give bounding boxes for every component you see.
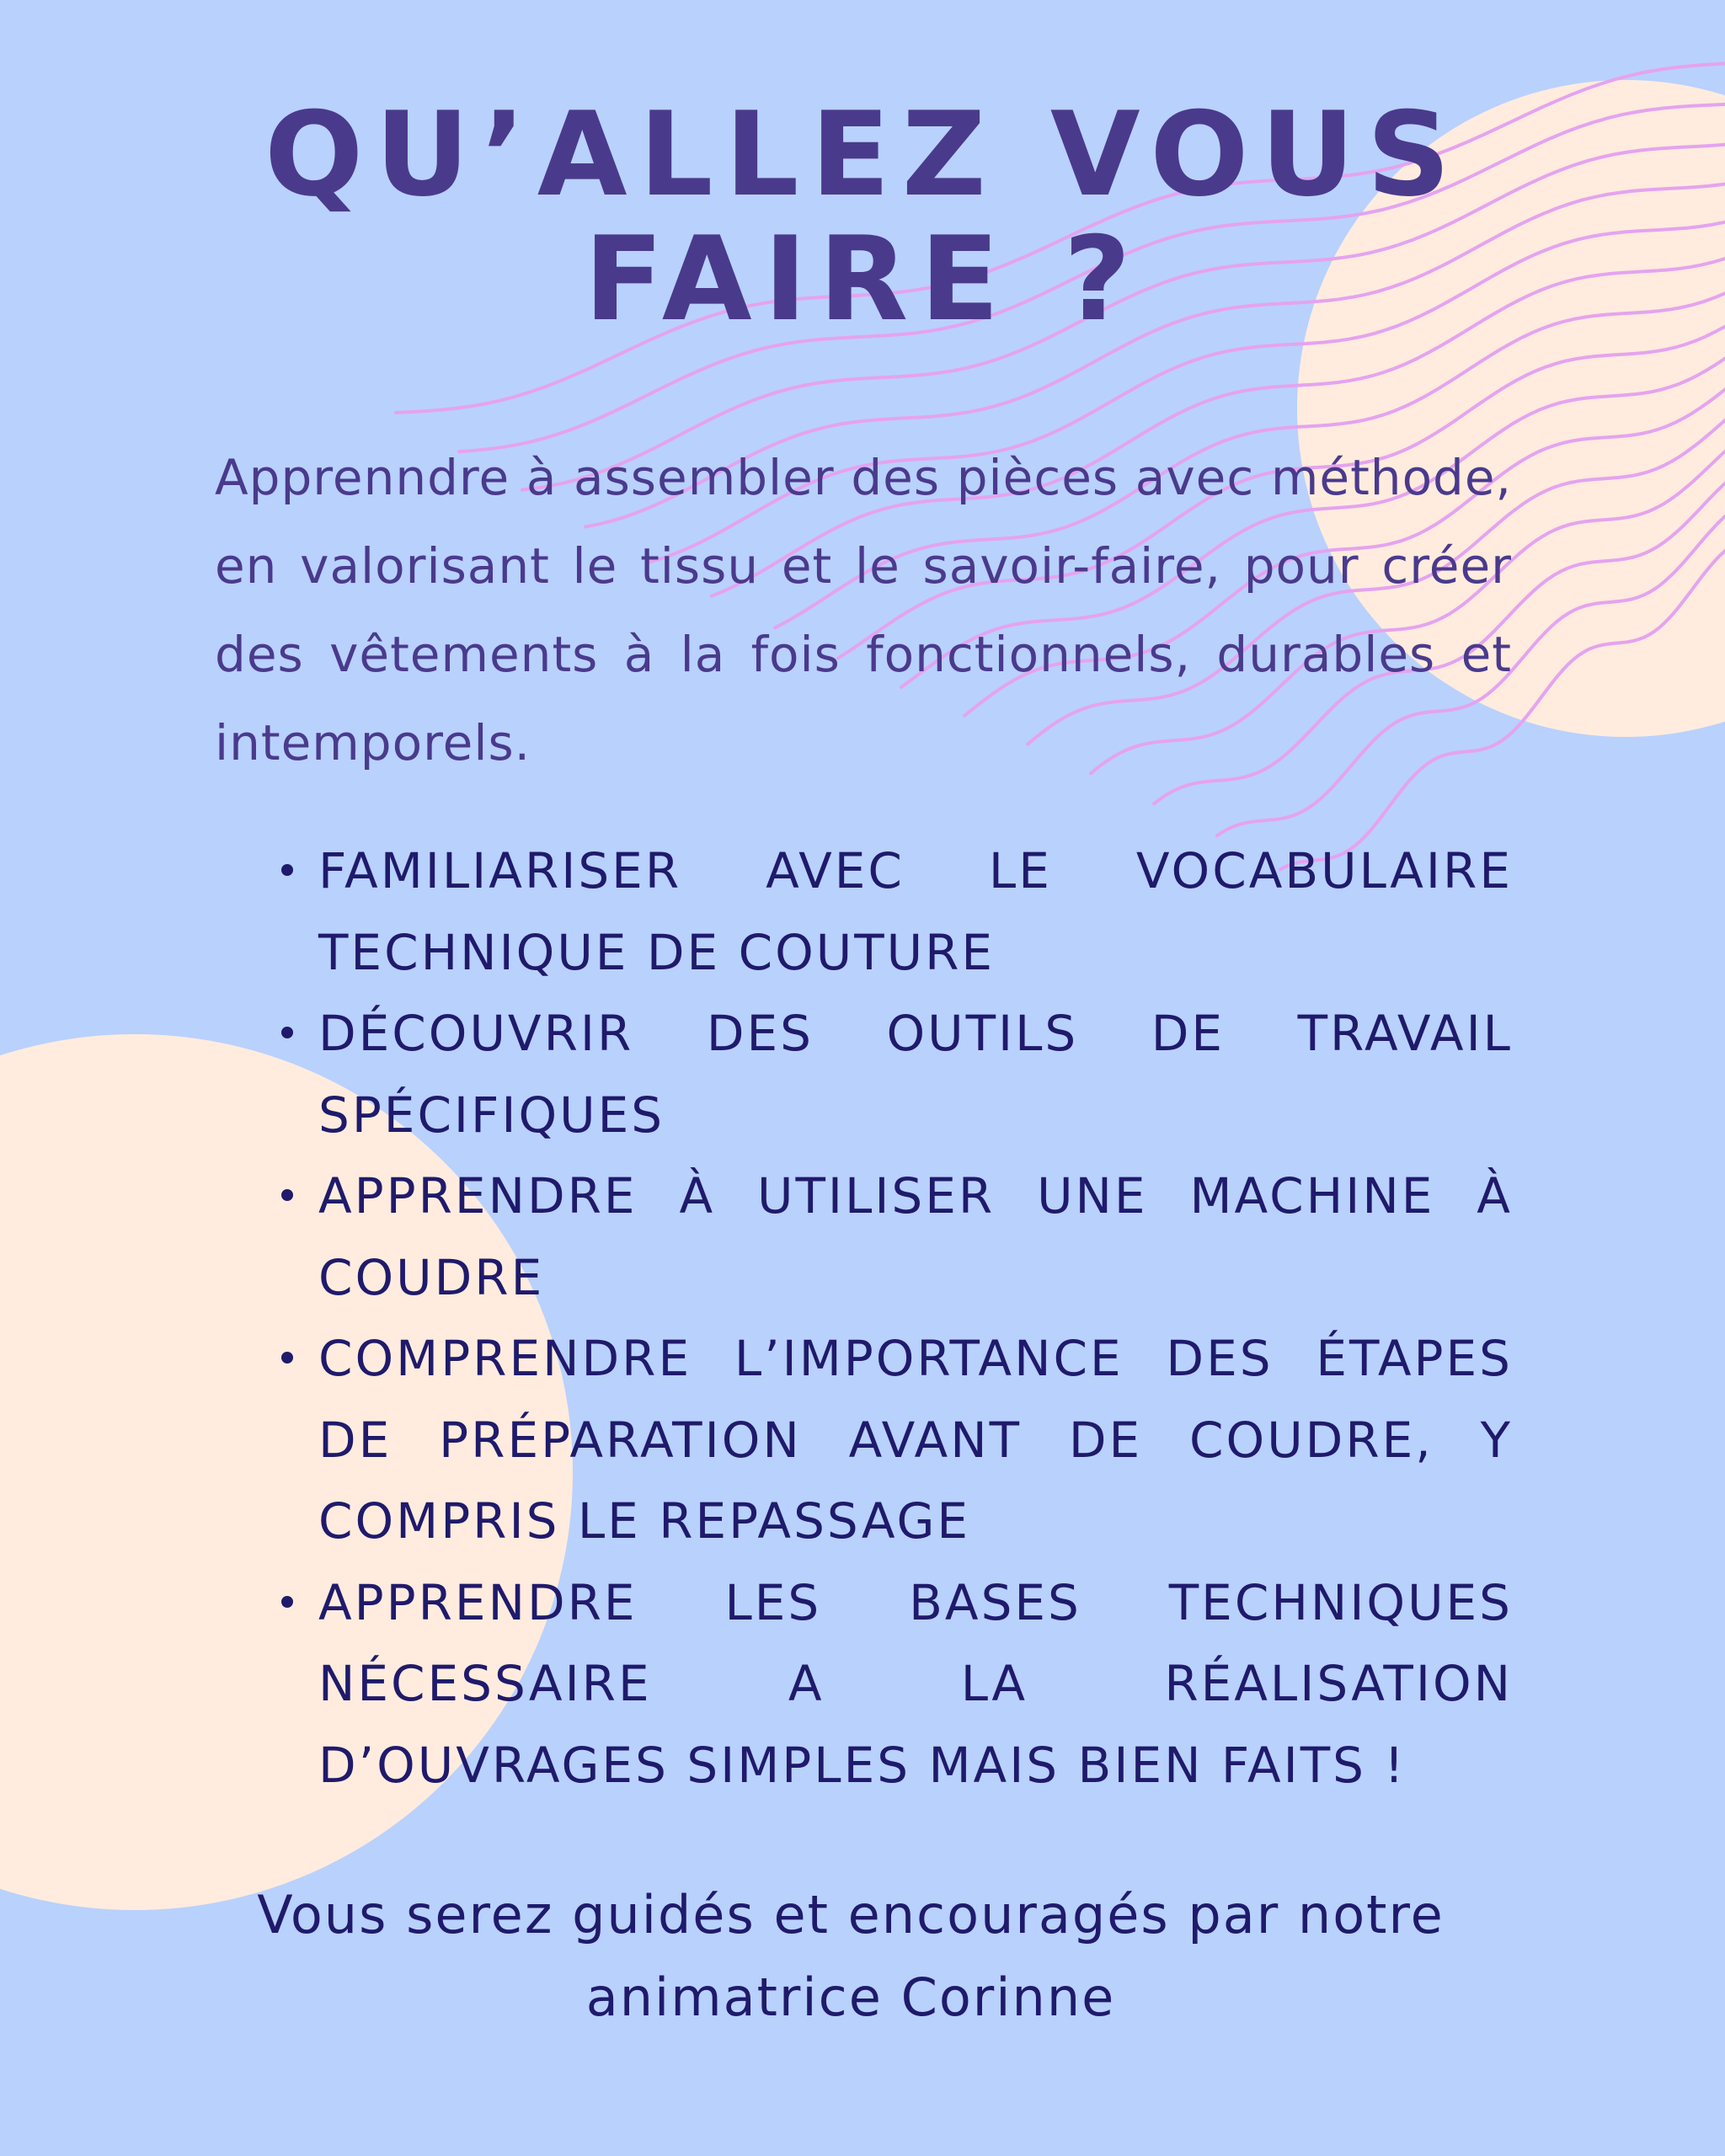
intro-paragraph: Apprenndre à assembler des pièces avec méthode, en valorisant le tissu et le savoir-faire, pour créer des vêtements à la fois fonctionnels, durables et intemporels. <box>215 449 1512 771</box>
bullet-icon <box>281 864 293 876</box>
list-item <box>318 1155 1513 1318</box>
page-title: QU’ALLEZ VOUS FAIRE ? <box>264 87 1462 347</box>
list-item-text: DÉCOUVRIR DES OUTILS DE TRAVAIL SPÉCIFIQUES <box>318 1005 1513 1144</box>
list-item-text: APPRENDRE À UTILISER UNE MACHINE À COUDRE <box>318 1167 1513 1306</box>
list-item <box>318 1562 1513 1806</box>
objectives-list <box>318 830 1513 1806</box>
list-item <box>318 830 1513 993</box>
bullet-icon <box>281 1596 293 1608</box>
list-item <box>318 1318 1513 1562</box>
list-item-text: COMPRENDRE L’IMPORTANCE DES ÉTAPES DE PRÉPARATION AVANT DE COUDRE, Y COMPRIS LE REPASSAGE <box>318 1330 1513 1550</box>
list-item <box>318 993 1513 1155</box>
bullet-icon <box>281 1027 293 1038</box>
bullet-icon <box>281 1352 293 1364</box>
list-item-text: APPRENDRE LES BASES TECHNIQUES NÉCESSAIRE A LA RÉALISATION D’OUVRAGES SIMPLES MAIS BIEN FAITS ! <box>318 1573 1513 1794</box>
list-item-text: FAMILIARISER AVEC LE VOCABULAIRE TECHNIQUE DE COUTURE <box>318 842 1513 981</box>
closing-text: Vous serez guidés et encouragés par notre animatrice Corinne <box>257 1884 1445 2028</box>
bullet-icon <box>281 1189 293 1201</box>
